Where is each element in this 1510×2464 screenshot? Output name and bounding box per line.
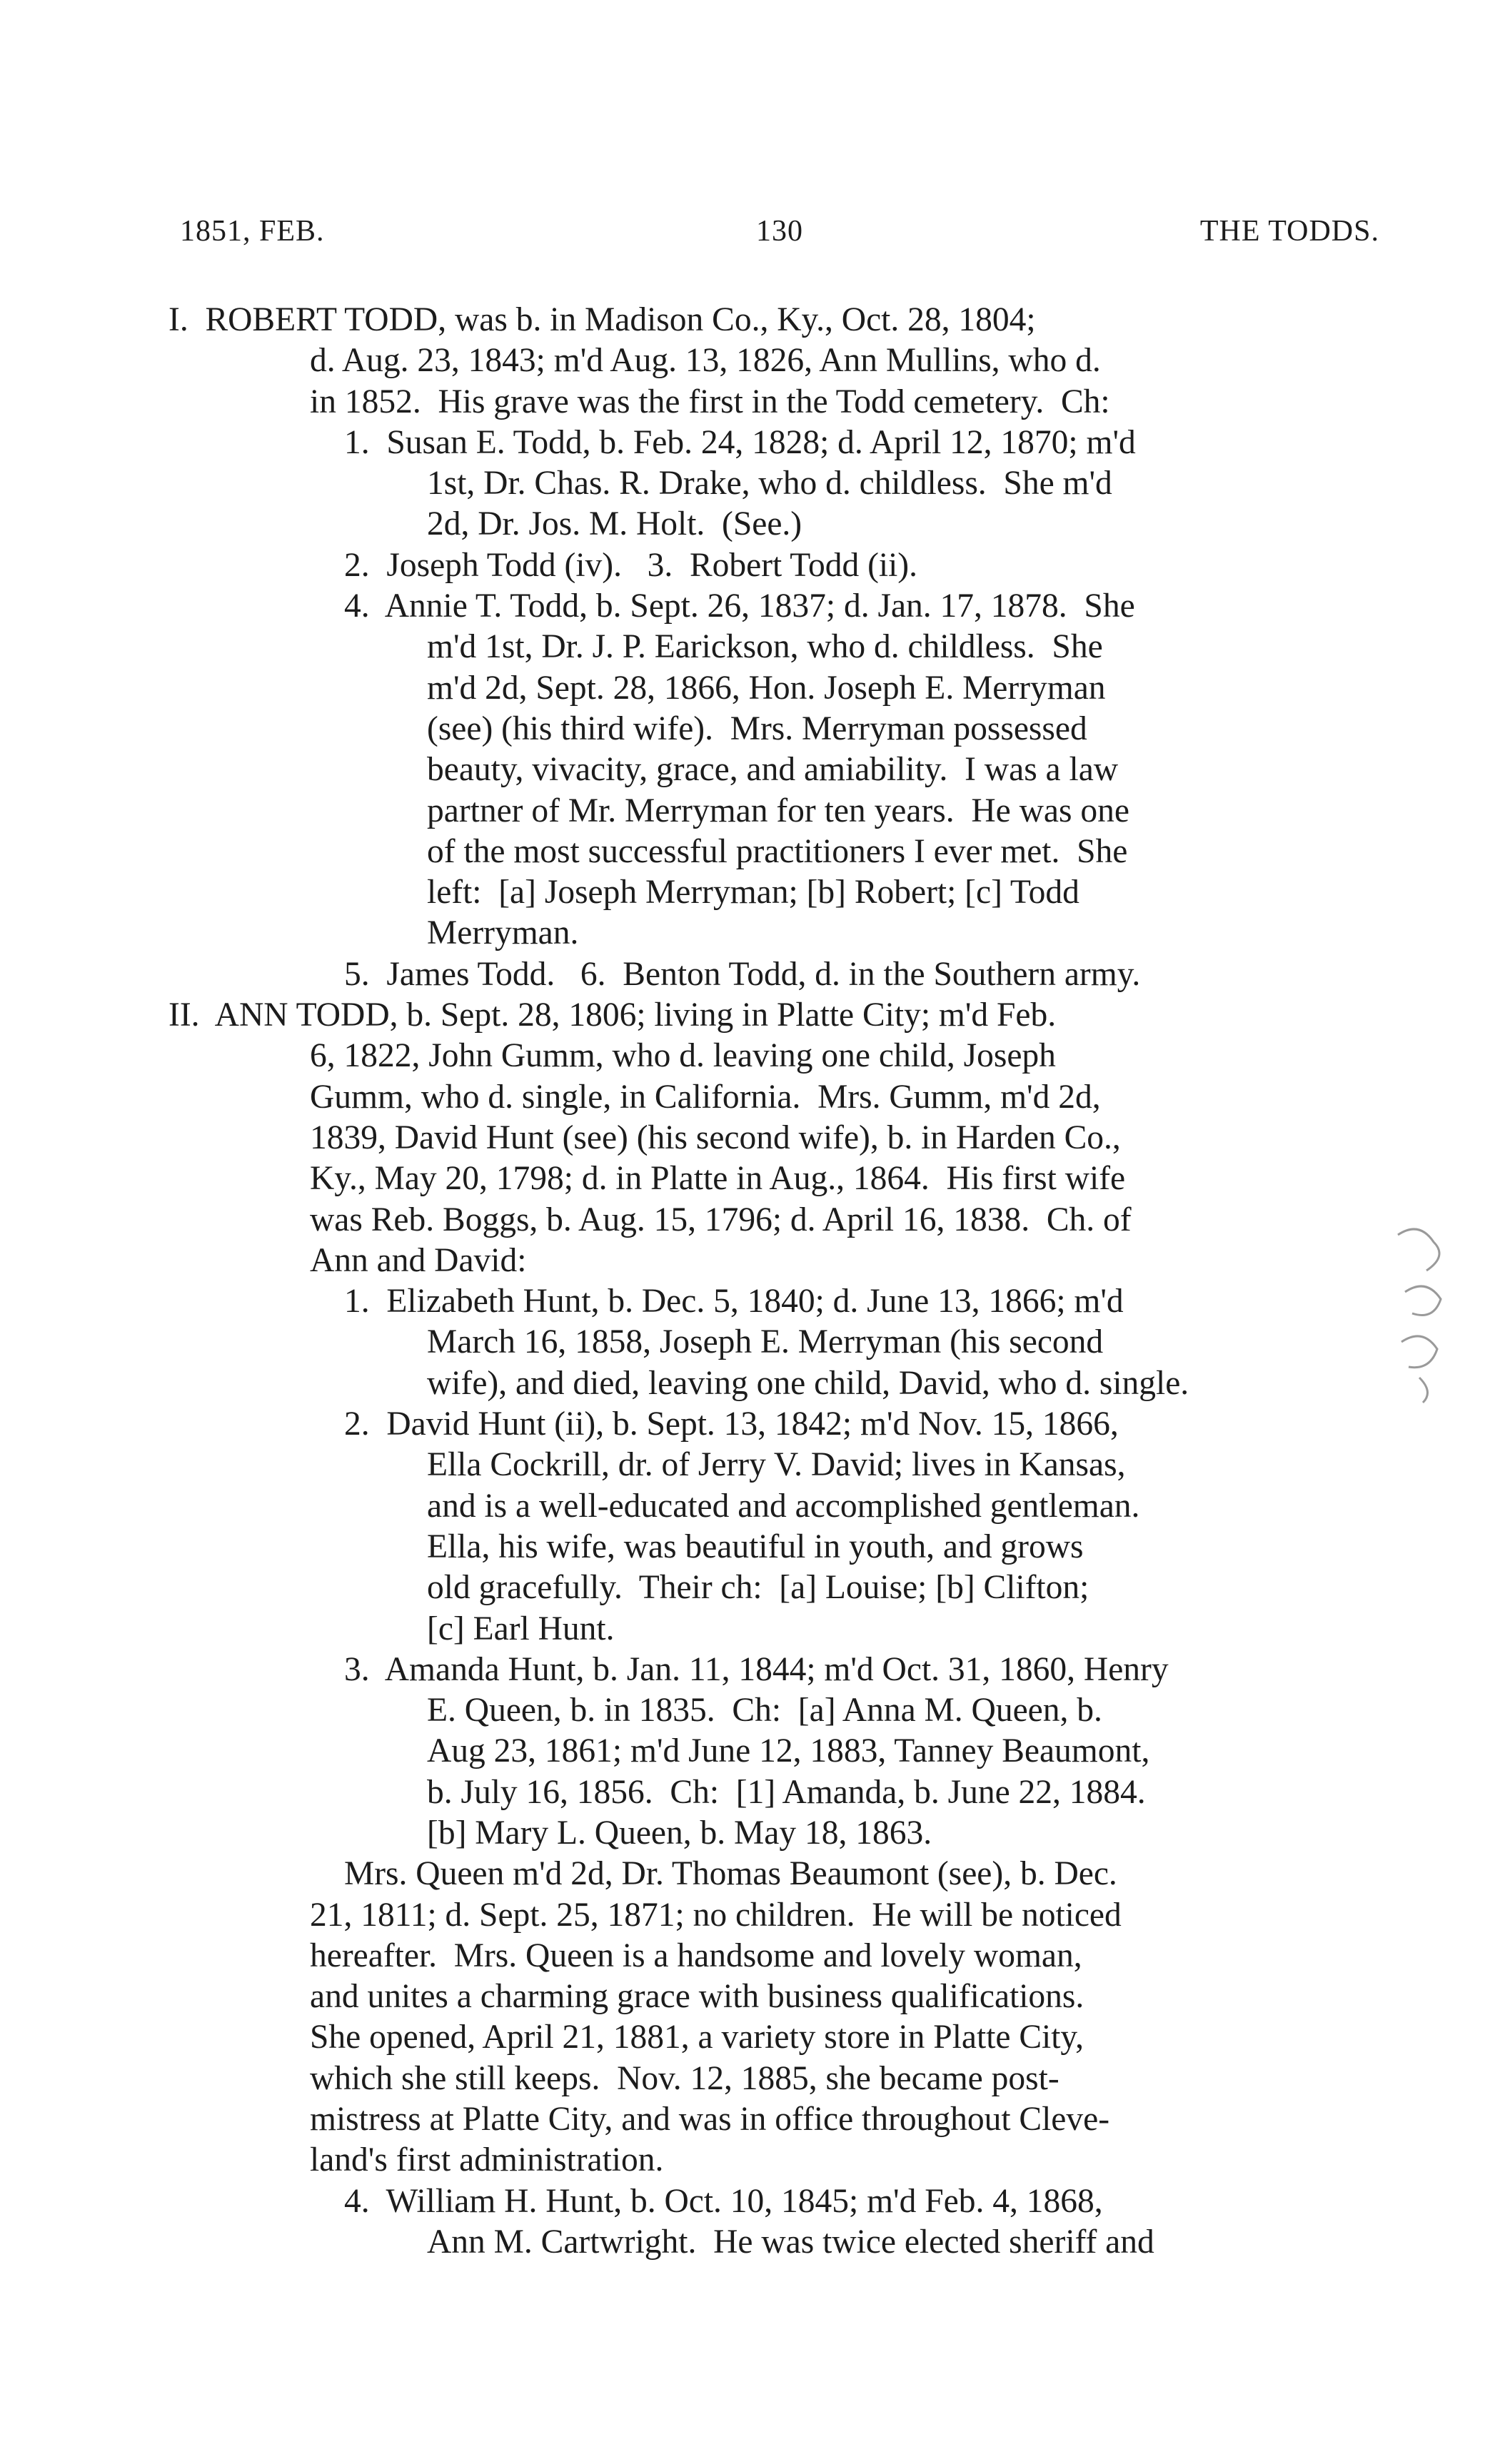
text-line: in 1852. His grave was the first in the Todd cemetery. Ch: — [310, 383, 1110, 420]
text-line: hereafter. Mrs. Queen is a handsome and lovely woman, — [310, 1937, 1082, 1974]
text-line: of the most successful practitioners I ever met. She — [427, 832, 1128, 870]
page-number: 130 — [756, 215, 803, 248]
text-line: [b] Mary L. Queen, b. May 18, 1863. — [427, 1814, 932, 1852]
page-header — [180, 214, 1379, 257]
text-line: March 16, 1858, Joseph E. Merryman (his second — [427, 1323, 1104, 1361]
genealogy-text-block — [168, 300, 1382, 2263]
text-line: wife), and died, leaving one child, David, who d. single. — [427, 1364, 1189, 1402]
text-line: Aug 23, 1861; m'd June 12, 1883, Tanney Beaumont, — [427, 1732, 1150, 1770]
text-line: b. July 16, 1856. Ch: [1] Amanda, b. June 22, 1884. — [427, 1773, 1146, 1811]
text-line: I. ROBERT TODD, was b. in Madison Co., Ky., Oct. 28, 1804; — [168, 301, 1036, 338]
text-line: 3. Amanda Hunt, b. Jan. 11, 1844; m'd Oct. 31, 1860, Henry — [344, 1650, 1169, 1688]
text-line: 2d, Dr. Jos. M. Holt. (See.) — [427, 505, 802, 543]
text-line: Ella, his wife, was beautiful in youth, and grows — [427, 1528, 1084, 1565]
text-line: m'd 2d, Sept. 28, 1866, Hon. Joseph E. Merryman — [427, 669, 1106, 707]
text-line: and unites a charming grace with business qualifications. — [310, 1978, 1084, 2016]
text-line: 5. James Todd. 6. Benton Todd, d. in the Southern army. — [344, 955, 1141, 993]
text-line: and is a well-educated and accomplished gentleman. — [427, 1487, 1140, 1525]
text-line: mistress at Platte City, and was in office throughout Cleve- — [310, 2101, 1110, 2139]
text-line: 1. Susan E. Todd, b. Feb. 24, 1828; d. April 12, 1870; m'd — [344, 423, 1136, 461]
text-line: partner of Mr. Merryman for ten years. He was one — [427, 792, 1129, 829]
text-line: Ann and David: — [310, 1241, 527, 1279]
handwritten-margin-mark — [1391, 1213, 1455, 1406]
text-line: 4. Annie T. Todd, b. Sept. 26, 1837; d. Jan. 17, 1878. She — [344, 587, 1135, 625]
text-line: She opened, April 21, 1881, a variety store in Platte City, — [310, 2019, 1084, 2056]
text-line: 1839, David Hunt (see) (his second wife), b. in Harden Co., — [310, 1119, 1121, 1156]
text-line: [c] Earl Hunt. — [427, 1610, 615, 1647]
text-line: Mrs. Queen m'd 2d, Dr. Thomas Beaumont (see), b. Dec. — [344, 1855, 1117, 1893]
text-line: (see) (his third wife). Mrs. Merryman possessed — [427, 710, 1087, 747]
text-line: beauty, vivacity, grace, and amiability. I was a law — [427, 751, 1119, 789]
text-line: Ella Cockrill, dr. of Jerry V. David; lives in Kansas, — [427, 1446, 1126, 1484]
text-line: 4. William H. Hunt, b. Oct. 10, 1845; m'd Feb. 4, 1868, — [344, 2182, 1103, 2220]
text-line: 2. David Hunt (ii), b. Sept. 13, 1842; m'd Nov. 15, 1866, — [344, 1405, 1119, 1443]
text-line: which she still keeps. Nov. 12, 1885, she became post- — [310, 2059, 1059, 2097]
text-line: 1. Elizabeth Hunt, b. Dec. 5, 1840; d. June 13, 1866; m'd — [344, 1283, 1124, 1321]
text-line: d. Aug. 23, 1843; m'd Aug. 13, 1826, Ann Mullins, who d. — [310, 342, 1101, 380]
text-line: land's first administration. — [310, 2141, 664, 2179]
text-line: 6, 1822, John Gumm, who d. leaving one child, Joseph — [310, 1037, 1056, 1075]
text-line: Ky., May 20, 1798; d. in Platte in Aug., 1864. His first wife — [310, 1160, 1126, 1198]
text-line: 2. Joseph Todd (iv). 3. Robert Todd (ii). — [344, 546, 918, 584]
text-line: E. Queen, b. in 1835. Ch: [a] Anna M. Queen, b. — [427, 1692, 1102, 1730]
text-line: m'd 1st, Dr. J. P. Earickson, who d. childless. She — [427, 628, 1103, 666]
text-line: Gumm, who d. single, in California. Mrs. Gumm, m'd 2d, — [310, 1078, 1101, 1116]
text-line: II. ANN TODD, b. Sept. 28, 1806; living in Platte City; m'd Feb. — [168, 996, 1057, 1034]
text-line: left: [a] Joseph Merryman; [b] Robert; [c] Todd — [427, 874, 1079, 912]
header-title: THE TODDS. — [1199, 215, 1379, 248]
text-line: old gracefully. Their ch: [a] Louise; [b] Clifton; — [427, 1569, 1089, 1607]
text-line: 1st, Dr. Chas. R. Drake, who d. childless. She m'd — [427, 465, 1112, 503]
text-line: 21, 1811; d. Sept. 25, 1871; no children. He will be noticed — [310, 1896, 1122, 1934]
header-date: 1851, FEB. — [180, 215, 325, 248]
text-line: Ann M. Cartwright. He was twice elected sheriff and — [427, 2223, 1154, 2261]
text-line: Merryman. — [427, 914, 579, 952]
text-line: was Reb. Boggs, b. Aug. 15, 1796; d. April 16, 1838. Ch. of — [310, 1201, 1132, 1238]
